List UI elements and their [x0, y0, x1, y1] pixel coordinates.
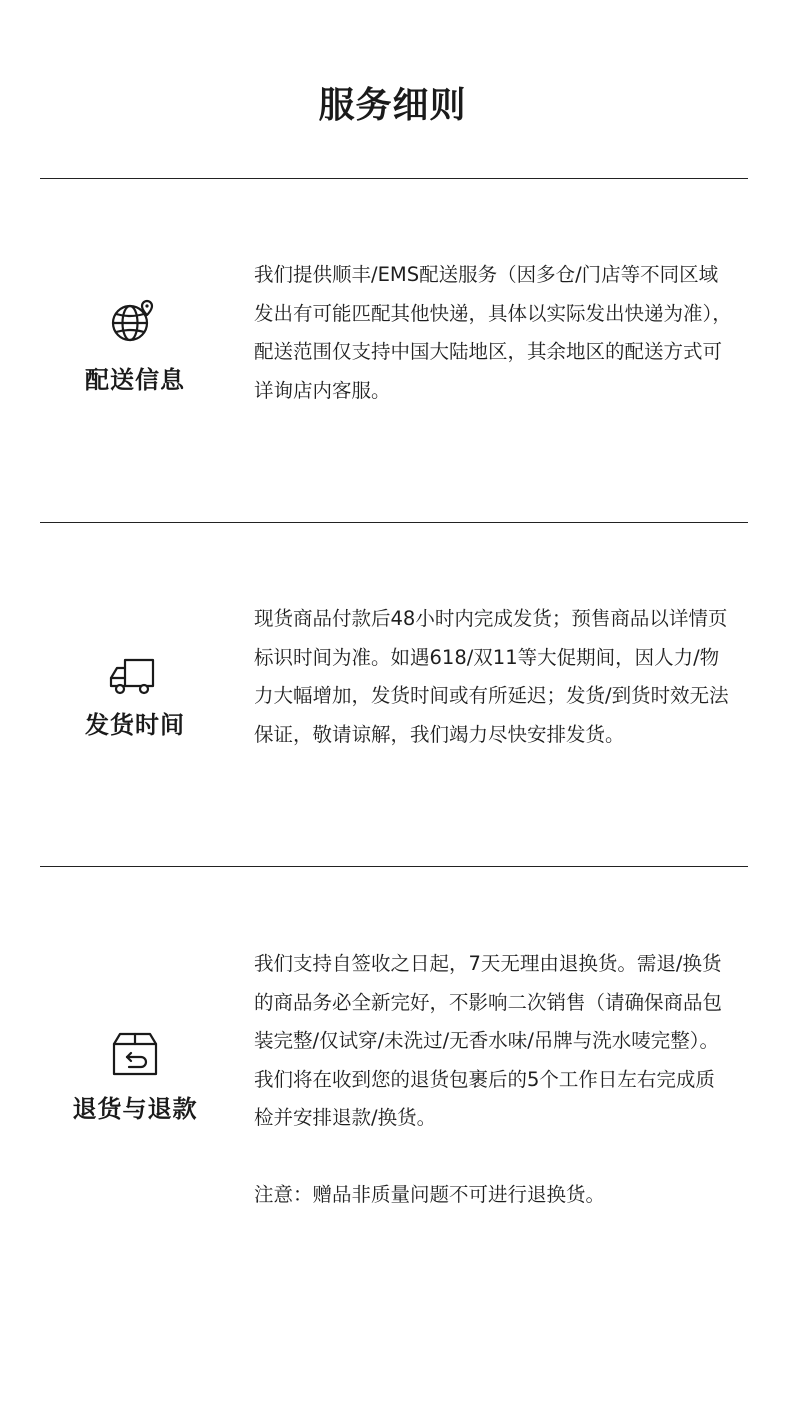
section-label: 配送信息 [85, 366, 185, 394]
section-text: 现货商品付款后48小时内完成发货；预售商品以详情页标识时间为准。如遇618/双11等大促期间，因人力/物力大幅增加，发货时间或有所延迟；发货/到货时效无法保证，敬请谅解，我们竭力尽快安排发货。 [254, 607, 729, 746]
page-title: 服务细则 [318, 85, 467, 126]
divider [40, 866, 748, 867]
section-body [254, 945, 734, 1214]
delivery-truck-icon [108, 654, 158, 700]
section-note: 注意：赠品非质量问题不可进行退换货。 [254, 1182, 606, 1206]
divider [40, 178, 748, 179]
return-box-icon [110, 1030, 160, 1076]
section-label: 发货时间 [85, 711, 185, 739]
section-text: 我们支持自签收之日起，7天无理由退换货。需退/换货的商品务必全新完好，不影响二次销售（请确保商品包装完整/仅试穿/未洗过/无香水味/吊牌与洗水唛完整）。我们将在收到您的退货包裹后的5个工作日左右完成质检并安排退款/换货。 [254, 952, 723, 1129]
divider [40, 522, 748, 523]
section-body [254, 256, 734, 410]
globe-pin-icon [108, 298, 158, 344]
section-text: 我们提供顺丰/EMS配送服务（因多仓/门店等不同区域发出有可能匹配其他快递，具体以实际发出快递为准），配送范围仅支持中国大陆地区，其余地区的配送方式可详询店内客服。 [254, 263, 732, 402]
section-label: 退货与退款 [72, 1095, 198, 1123]
section-body [254, 600, 734, 754]
